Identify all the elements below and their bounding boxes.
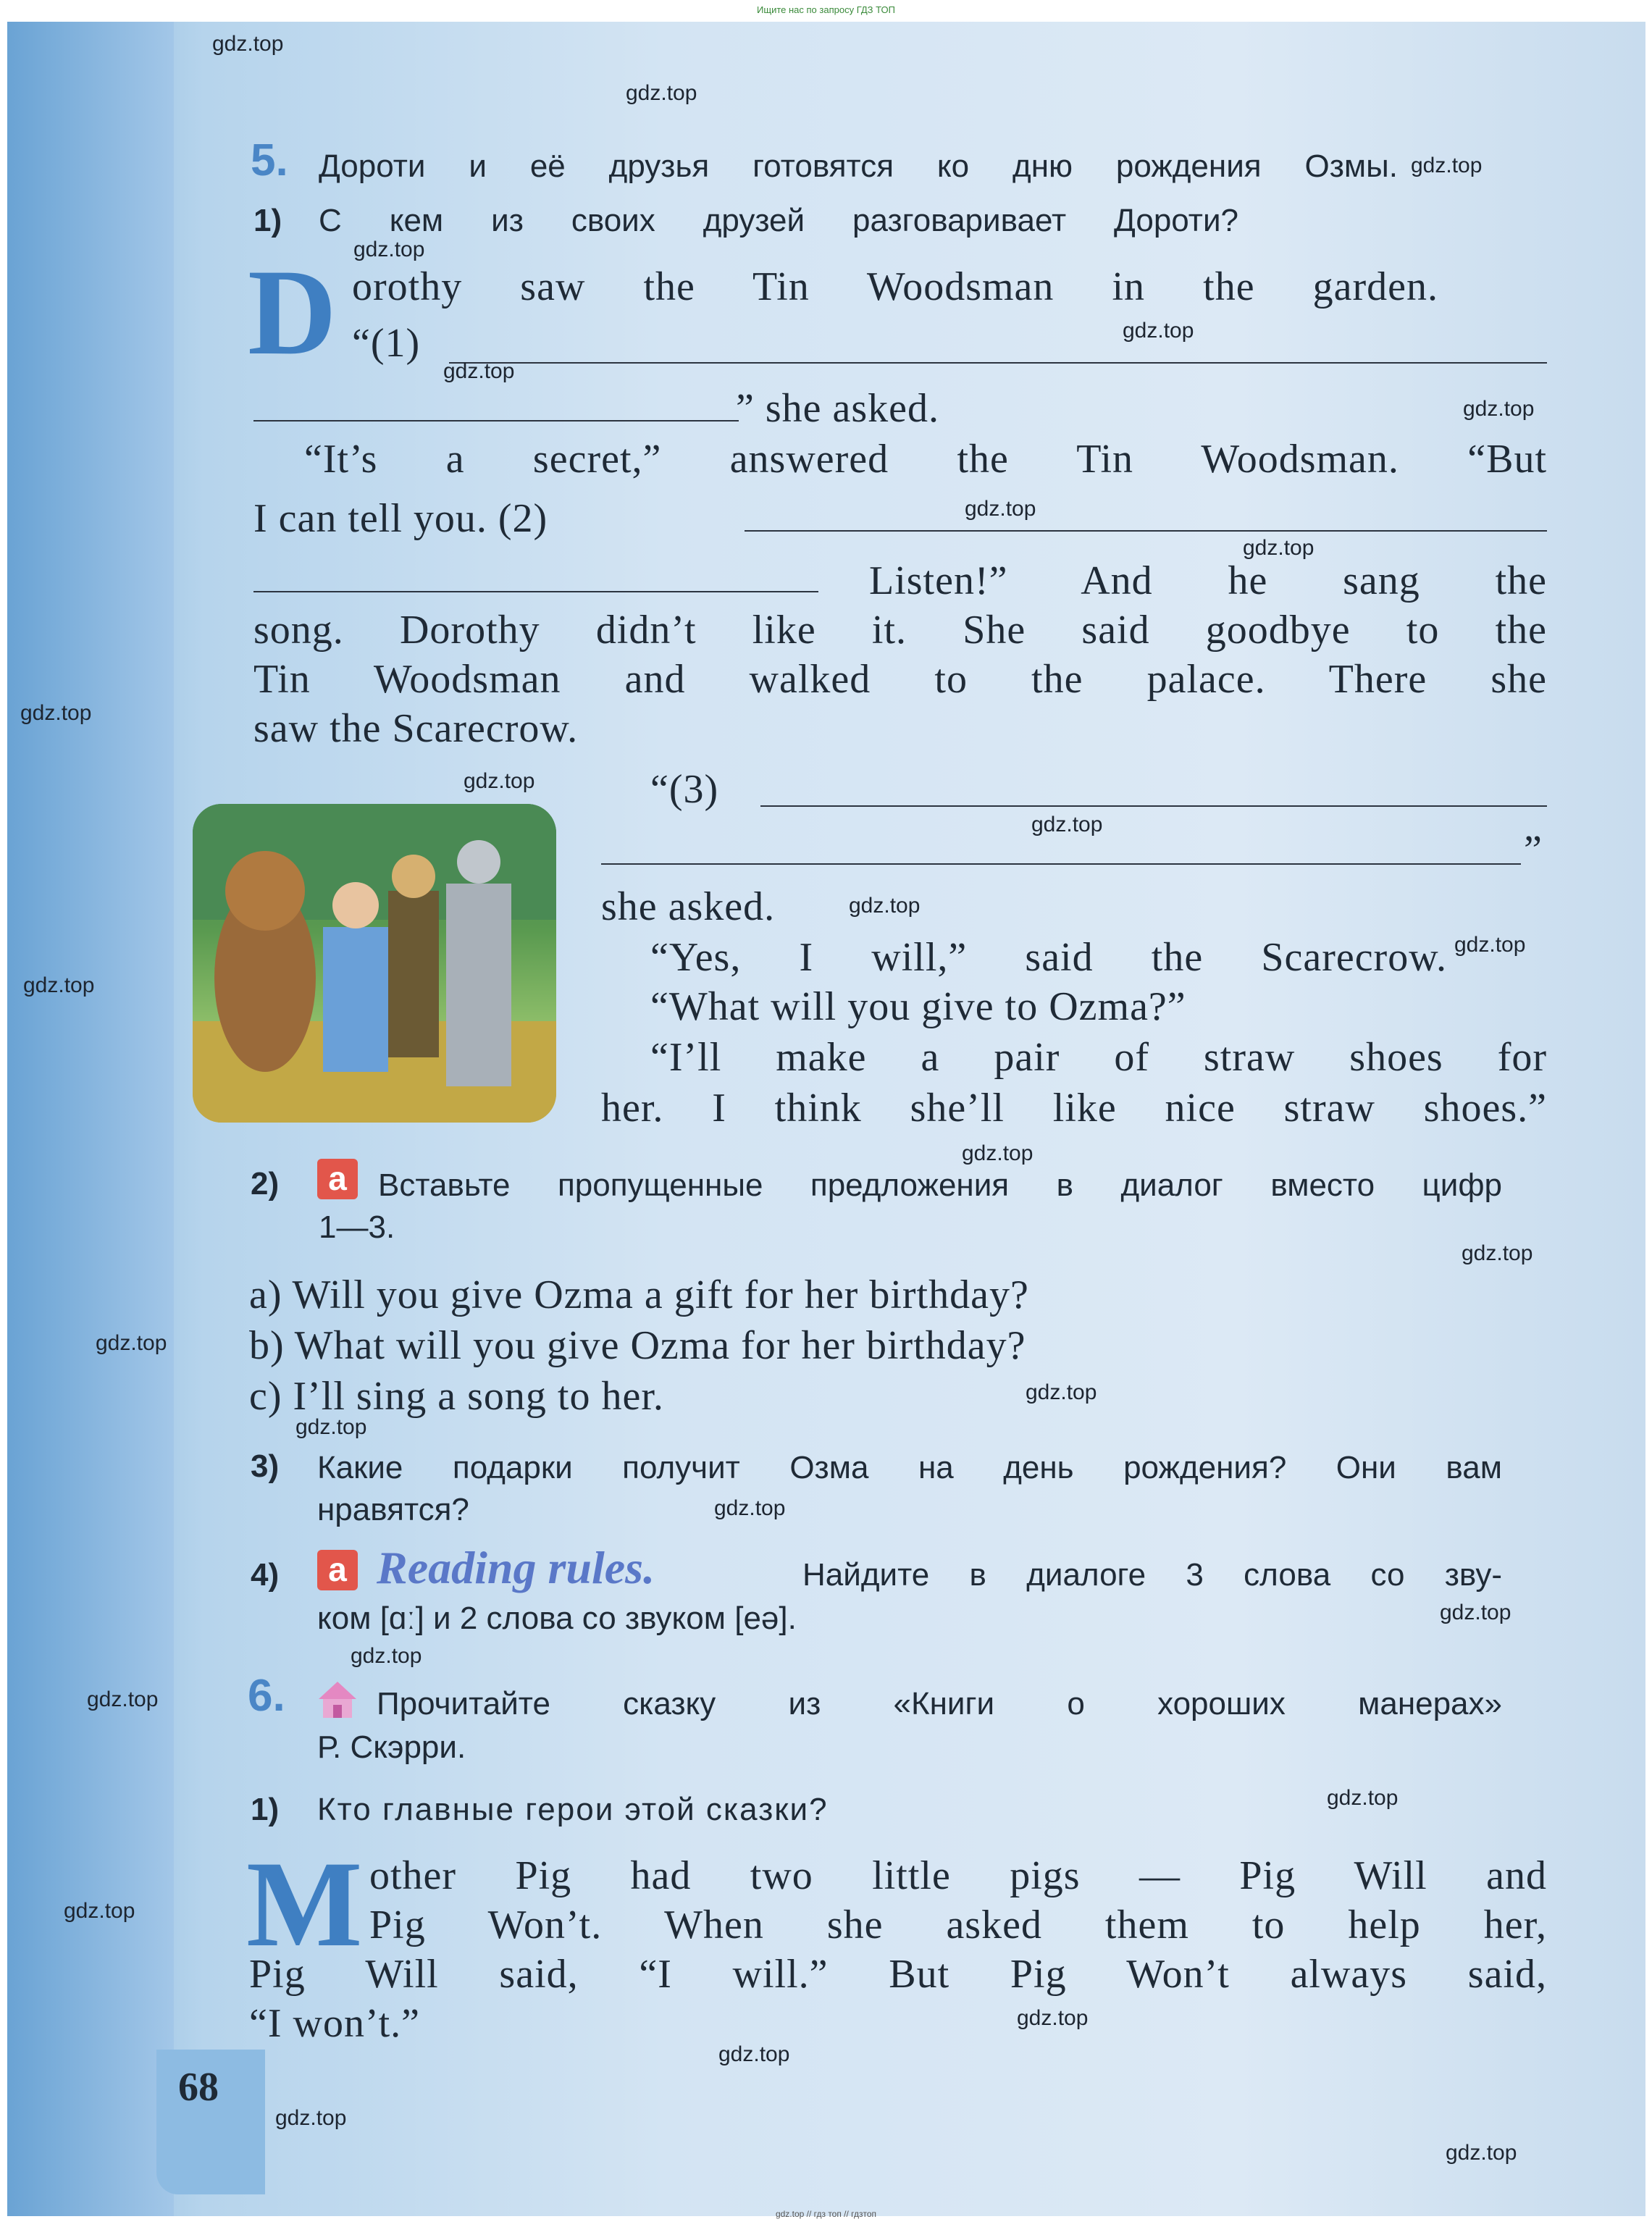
answer-line-1a xyxy=(449,362,1547,364)
watermark: gdz.top xyxy=(96,1331,167,1355)
q4-number: 4) xyxy=(251,1557,280,1593)
story-line-5: I can tell you. (2) xyxy=(253,496,548,541)
letter-a-icon: a xyxy=(317,1159,358,1199)
dropcap-d: D xyxy=(248,244,337,380)
watermark: gdz.top xyxy=(1463,397,1535,421)
watermark: gdz.top xyxy=(962,1141,1033,1165)
story-line-7: song. Dorothy didn’t like it. She said goodbye to the xyxy=(253,608,1547,653)
answer-line-2a xyxy=(745,530,1547,532)
watermark: gdz.top xyxy=(1462,1241,1533,1265)
watermark: gdz.top xyxy=(212,32,284,56)
watermark: gdz.top xyxy=(23,973,95,997)
watermark: gdz.top xyxy=(87,1687,159,1711)
left-margin-band xyxy=(7,22,174,2216)
watermark: gdz.top xyxy=(1327,1786,1399,1810)
watermark: gdz.top xyxy=(965,497,1036,521)
watermark: gdz.top xyxy=(64,1899,135,1923)
watermark: gdz.top xyxy=(718,2042,790,2066)
top-note: Ищите нас по запросу ГДЗ ТОП xyxy=(757,4,895,15)
story-line-15: “I’ll make a pair of straw shoes for xyxy=(650,1035,1547,1080)
q2-number: 2) xyxy=(251,1166,280,1201)
q3-line-1: Какие подарки получит Озма на день рождения? Они вам xyxy=(317,1450,1502,1485)
watermark: gdz.top xyxy=(1454,933,1526,957)
pig-line-3: Pig Will said, “I will.” But Pig Won’t always said, xyxy=(249,1952,1547,1997)
q1-number: 1) xyxy=(253,203,282,238)
task6-line-1: Прочитайте сказку из «Книги о хороших манерах» xyxy=(377,1686,1502,1721)
story-line-12: she asked. xyxy=(601,884,776,929)
story-line-6: Listen!” And he sang the xyxy=(869,558,1547,603)
watermark: gdz.top xyxy=(1017,2006,1089,2030)
q1-text: С кем из своих друзей разговаривает Дороти? xyxy=(319,203,1238,238)
story-line-9: saw the Scarecrow. xyxy=(253,706,579,751)
task6-line-2: Р. Скэрри. xyxy=(317,1729,466,1765)
task-number-5: 5. xyxy=(251,135,288,185)
q4-line-1: Найдите в диалоге 3 слова со зву- xyxy=(802,1557,1502,1593)
watermark: gdz.top xyxy=(443,359,515,383)
letter-a-icon-2: a xyxy=(317,1550,358,1590)
watermark: gdz.top xyxy=(626,81,697,105)
dropcap-m: M xyxy=(246,1836,363,1972)
story-line-1: orothy saw the Tin Woodsman in the garden. xyxy=(352,264,1438,309)
q3-line-2: нравятся? xyxy=(317,1492,469,1527)
watermark: gdz.top xyxy=(464,769,535,793)
option-a: a) Will you give Ozma a gift for her birthday? xyxy=(249,1272,1029,1317)
task6-q1-number: 1) xyxy=(251,1792,280,1827)
answer-line-3b xyxy=(601,863,1521,865)
bottom-note: gdz.top // гдз топ // гдзтоп xyxy=(775,2209,877,2219)
watermark: gdz.top xyxy=(714,1496,786,1520)
story-line-8: Tin Woodsman and walked to the palace. There she xyxy=(253,657,1547,702)
answer-line-1b xyxy=(253,420,739,422)
story-line-14: “What will you give to Ozma?” xyxy=(650,984,1186,1029)
watermark: gdz.top xyxy=(1123,319,1194,343)
watermark: gdz.top xyxy=(275,2106,347,2130)
watermark: gdz.top xyxy=(849,894,921,918)
task-number-6: 6. xyxy=(248,1671,285,1721)
answer-line-2b xyxy=(253,591,818,592)
watermark: gdz.top xyxy=(353,238,425,261)
photo-illustration xyxy=(193,804,556,1123)
option-c: c) I’ll sing a song to her. xyxy=(249,1374,664,1419)
answer-line-3a xyxy=(760,805,1547,807)
q3-number: 3) xyxy=(251,1448,280,1484)
pig-line-4: “I won’t.” xyxy=(249,2001,420,2046)
watermark: gdz.top xyxy=(1026,1380,1097,1404)
story-line-13: “Yes, I will,” said the Scarecrow. xyxy=(650,935,1447,980)
q2-line-1: Вставьте пропущенные предложения в диалог вместо цифр xyxy=(378,1167,1502,1203)
watermark: gdz.top xyxy=(20,701,92,725)
pig-line-2: Pig Won’t. When she asked them to help her, xyxy=(369,1903,1547,1947)
q4-line-2: ком [ɑː] и 2 слова со звуком [eə]. xyxy=(317,1601,797,1636)
story-line-10: “(3) xyxy=(650,767,719,812)
story-line-16: her. I think she’ll like nice straw shoes.” xyxy=(601,1086,1547,1131)
task6-q1-text: Кто главные герои этой сказки? xyxy=(317,1792,829,1827)
reading-rules-title: Reading rules. xyxy=(377,1542,655,1593)
story-line-2: “(1) xyxy=(352,321,421,366)
watermark: gdz.top xyxy=(295,1415,367,1439)
story-line-3: ” she asked. xyxy=(736,386,940,431)
watermark: gdz.top xyxy=(351,1644,422,1668)
watermark: gdz.top xyxy=(1446,2141,1517,2165)
page-number: 68 xyxy=(178,2065,219,2110)
option-b: b) What will you give Ozma for her birthday? xyxy=(249,1323,1026,1368)
watermark: gdz.top xyxy=(1243,536,1315,560)
watermark: gdz.top xyxy=(1411,154,1483,177)
story-line-11: ” xyxy=(1524,828,1543,873)
pig-line-1: other Pig had two little pigs — Pig Will and xyxy=(369,1853,1547,1898)
story-line-4: “It’s a secret,” answered the Tin Woodsman. “But xyxy=(304,437,1547,482)
page-number-tab xyxy=(156,2050,265,2194)
house-icon xyxy=(317,1679,358,1719)
wizard-of-oz-photo xyxy=(193,804,556,1123)
task5-intro: Дороти и её друзья готовятся ко дню рождения Озмы. xyxy=(319,148,1398,184)
watermark: gdz.top xyxy=(1440,1601,1511,1624)
watermark: gdz.top xyxy=(1031,813,1103,836)
q2-line-2: 1—3. xyxy=(319,1209,395,1245)
